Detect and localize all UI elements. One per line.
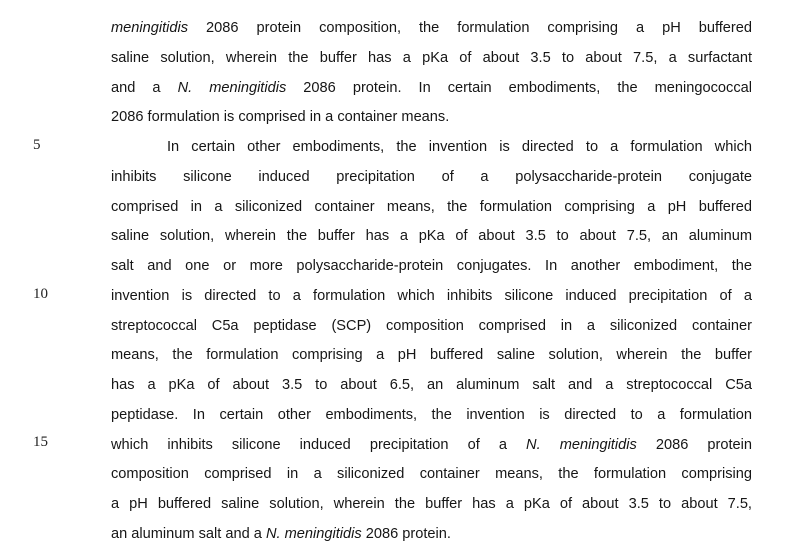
text-run: has a pKa of about 3.5 to about 6.5, an aluminum salt and a streptococcal C5a bbox=[111, 377, 752, 393]
text-run: an aluminum salt and a bbox=[111, 525, 266, 542]
text-run: 2086 formulation is comprised in a container means. bbox=[111, 109, 450, 126]
text-line bbox=[111, 137, 752, 167]
text-run: streptococcal C5a peptidase (SCP) composition comprised in a siliconized container bbox=[111, 317, 752, 334]
text-line bbox=[111, 375, 752, 405]
text-line bbox=[111, 435, 752, 465]
text-run: saline solution, wherein the buffer has a pKa of about 3.5 to about 7.5, a surfactant bbox=[111, 49, 752, 66]
text-run: 2086 protein composition, the formulation comprising a pH buffered bbox=[188, 20, 752, 36]
text-run: a pH buffered saline solution, wherein the buffer has a pKa of about 3.5 to about 7.5, bbox=[111, 496, 752, 512]
text-run: peptidase. In certain other embodiments, the invention is directed to a formulation bbox=[111, 406, 752, 423]
text-run: invention is directed to a formulation which inhibits silicone induced precipitation of a bbox=[111, 287, 752, 304]
text-run: saline solution, wherein the buffer has a pKa of about 3.5 to about 7.5, an aluminum bbox=[111, 228, 752, 245]
text-line bbox=[111, 167, 752, 197]
text-line bbox=[111, 256, 752, 286]
text-run: salt and one or more polysaccharide-protein conjugates. In another embodiment, the bbox=[111, 258, 752, 274]
text-line bbox=[111, 494, 752, 524]
text-run: In certain other embodiments, the invention is directed to a formulation which bbox=[167, 139, 752, 155]
italic-text-run: N. meningitidis bbox=[177, 79, 287, 96]
italic-text-run: N. meningitidis bbox=[526, 436, 637, 453]
text-line bbox=[111, 226, 752, 256]
text-line bbox=[111, 405, 752, 435]
text-line bbox=[111, 316, 752, 346]
italic-text-run: meningitidis bbox=[111, 20, 189, 36]
text-run: composition comprised in a siliconized container means, the formulation comprising bbox=[111, 466, 752, 483]
body-text bbox=[111, 18, 752, 554]
text-run: inhibits silicone induced precipitation of a polysaccharide-protein conjugate bbox=[111, 168, 752, 185]
text-line bbox=[111, 286, 752, 316]
text-run: 2086 protein. bbox=[361, 525, 451, 542]
text-line bbox=[111, 18, 752, 48]
line-number-10: 10 bbox=[33, 286, 48, 302]
text-line bbox=[111, 107, 752, 137]
text-line bbox=[111, 345, 752, 375]
text-line bbox=[111, 78, 752, 108]
text-run: which inhibits silicone induced precipitation of a bbox=[111, 436, 527, 453]
text-run: and a bbox=[111, 79, 178, 96]
text-line bbox=[111, 524, 752, 554]
italic-text-run: N. meningitidis bbox=[265, 525, 362, 542]
text-run: means, the formulation comprising a pH buffered saline solution, wherein the buffer bbox=[111, 347, 752, 364]
text-line bbox=[111, 197, 752, 227]
text-run: 2086 protein bbox=[636, 436, 752, 453]
line-number-5: 5 bbox=[33, 137, 41, 153]
text-line bbox=[111, 48, 752, 78]
line-number-15: 15 bbox=[33, 434, 48, 450]
text-line bbox=[111, 464, 752, 494]
text-run: 2086 protein. In certain embodiments, the meningococcal bbox=[286, 79, 752, 96]
text-run: comprised in a siliconized container means, the formulation comprising a pH buffered bbox=[111, 198, 752, 215]
